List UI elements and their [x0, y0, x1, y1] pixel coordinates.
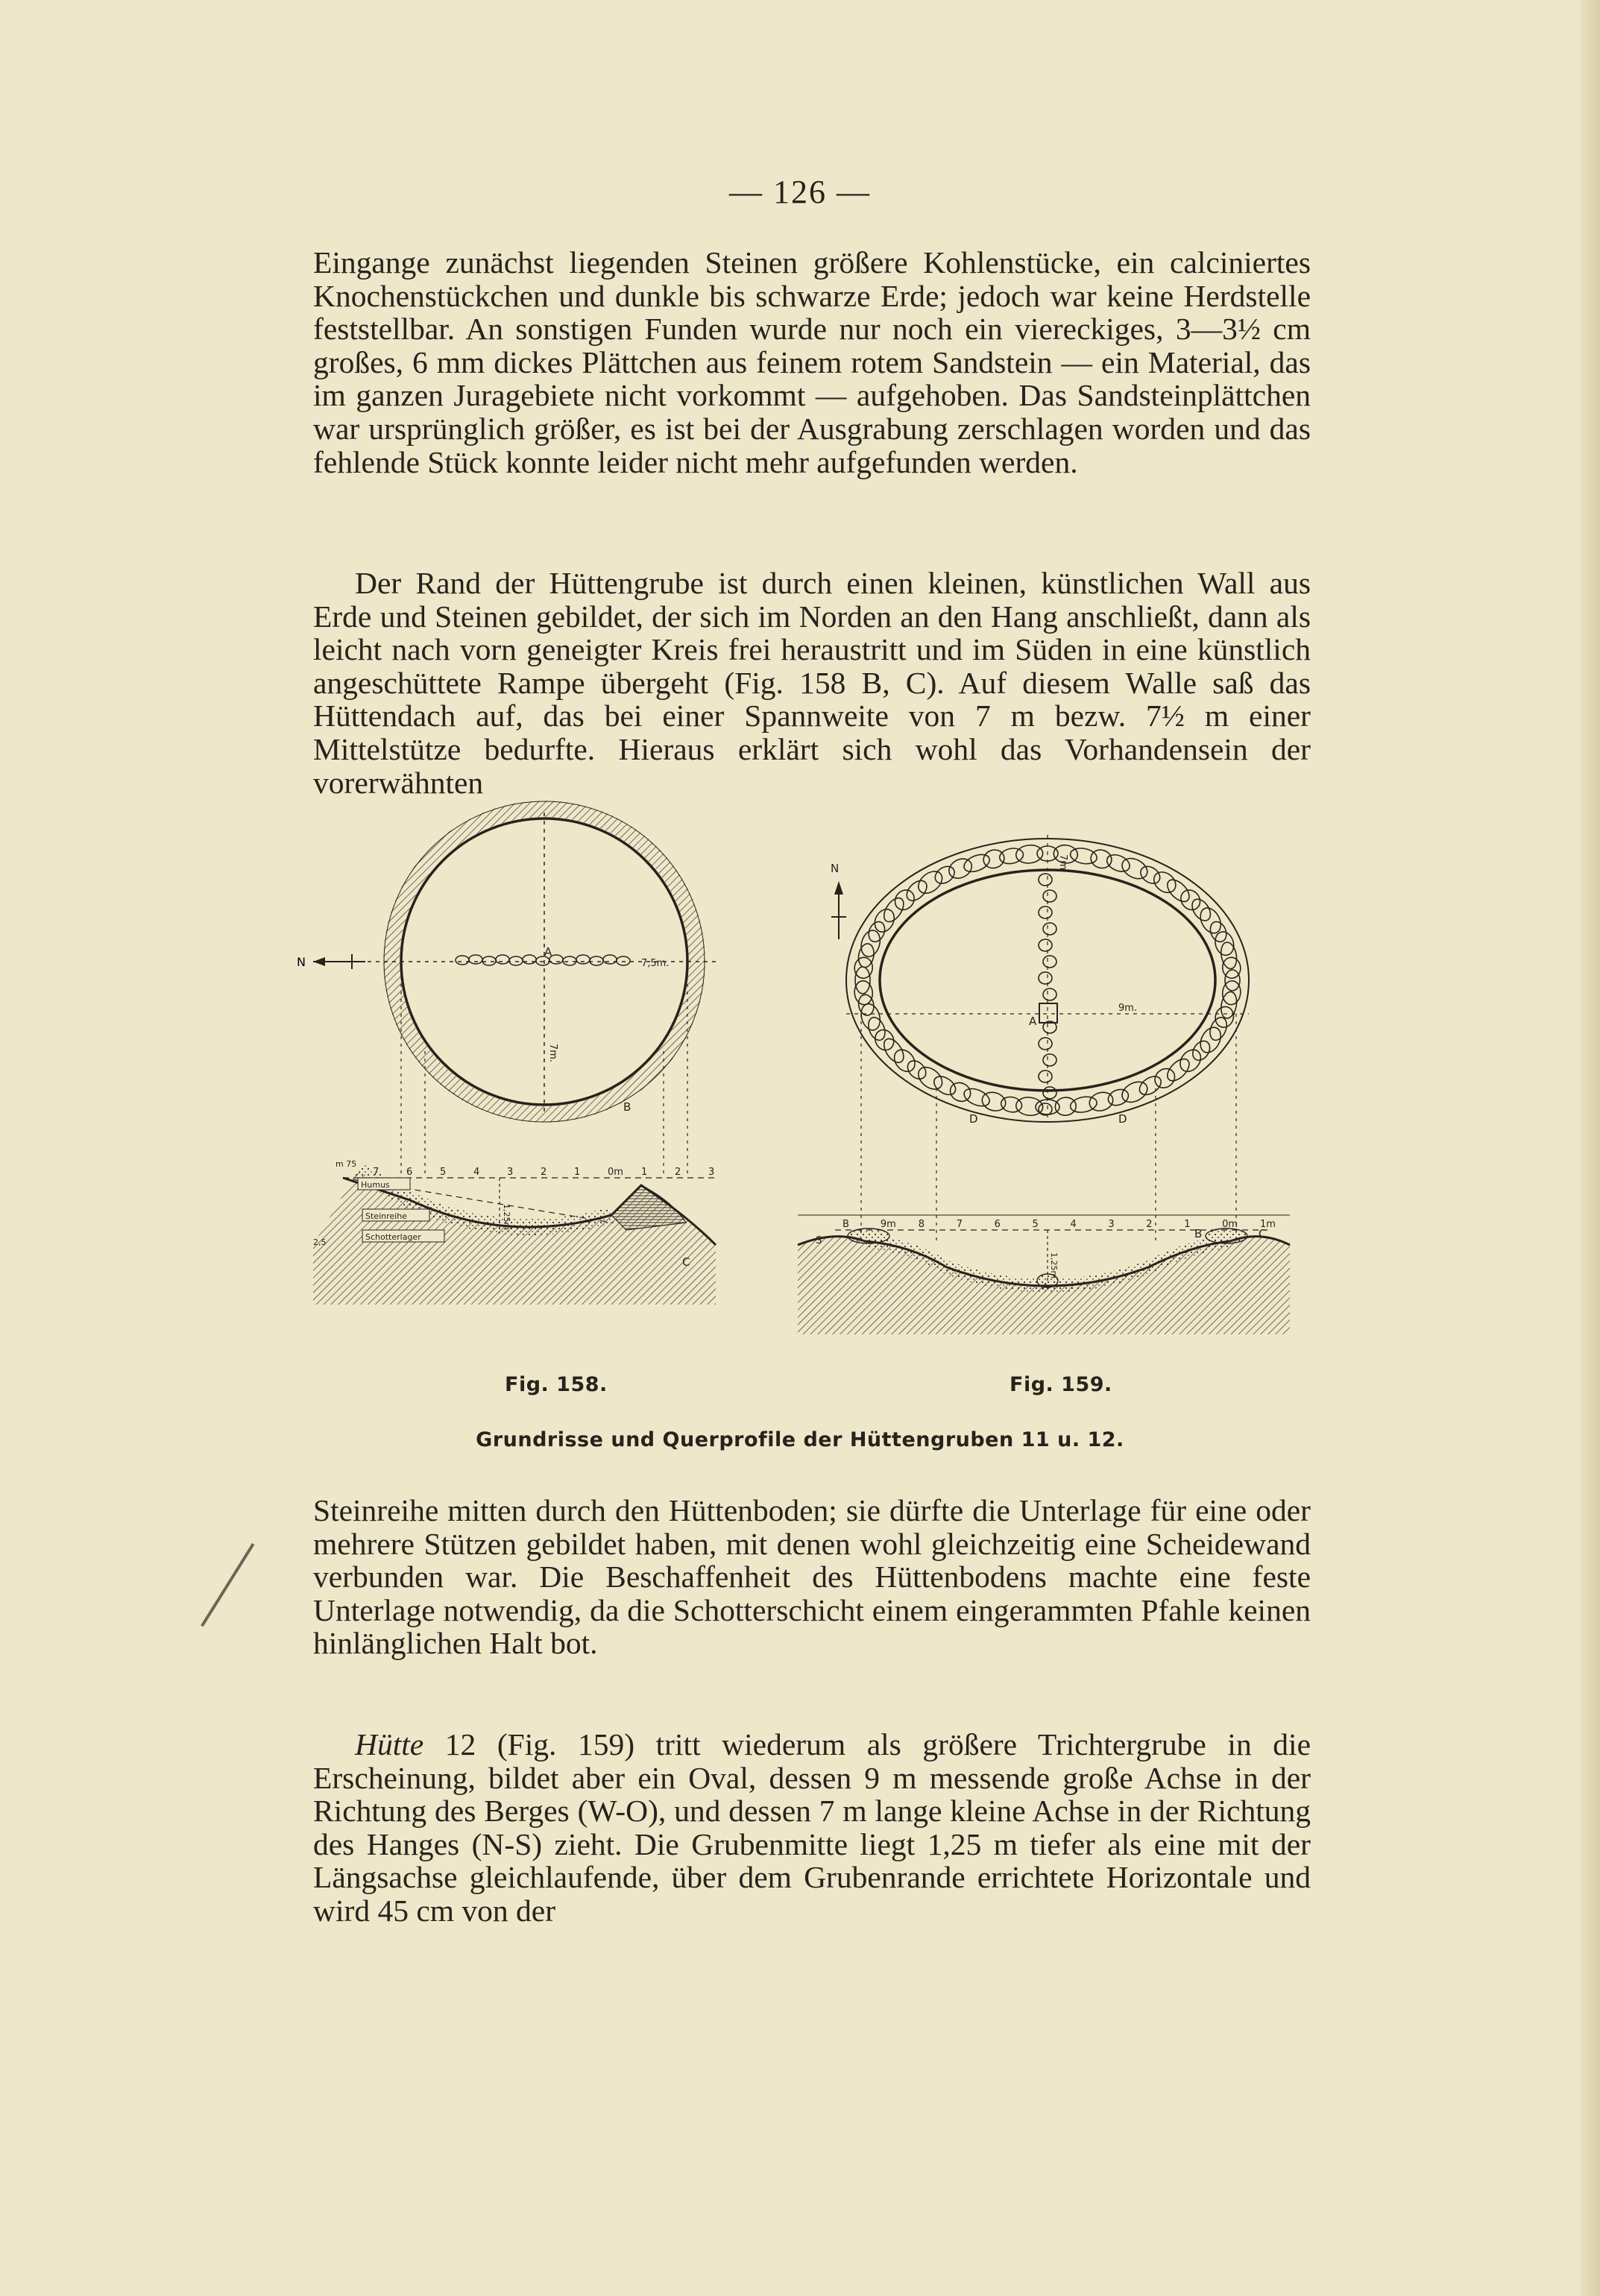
stone: [1039, 972, 1052, 984]
fig158-plan: [297, 801, 716, 1178]
stone: [962, 851, 992, 875]
elev-left-bottom: 2,5: [313, 1237, 327, 1247]
stone: [1043, 923, 1056, 935]
profile-tick-label: 1m: [1260, 1219, 1276, 1230]
stone: [1106, 1087, 1130, 1108]
figure-caption: Grundrisse und Querprofile der Hüttengruben 11 u. 12.: [476, 1428, 1124, 1451]
profile-tick-label: 7: [373, 1167, 379, 1178]
stone: [854, 980, 874, 1006]
profile-tick-label: B: [842, 1219, 849, 1230]
stone: [1043, 890, 1056, 902]
stone: [932, 863, 957, 887]
profile-tick-label: 5: [440, 1167, 447, 1178]
paragraph-text: Der Rand der Hüttengrube ist durch einen kleinen, künstlichen Wall aus Erde und Steinen gebildet, der sich im Norden an den Hang anschließt, dann als leicht nach vorn geneigter Kreis frei heraustritt und im Süden in eine künstlich angeschüttete Rampe übergeht (Fig. 158 B, C). Auf diesem Walle saß das Hüttendach auf, das bei einer Spannweite von 7 m bezw. 7½ m einer Mittelstütze bedurfte. Hieraus erklärt sich wohl das Vorhandensein der vorerwähnten: [313, 566, 1311, 800]
paragraph-body: 12 (Fig. 159) tritt wiederum als größere Trichtergrube in die Erscheinung, bildet aber ein Oval, dessen 9 m messende große Achse in der Richtung des Berges (W-O), und dessen 7 m lange kleine Achse in der Richtung des Hanges (N-S) zieht. Die Grubenmitte liegt 1,25 m tiefer als eine mit der Längsachse gleichlaufende, über dem Grubenrande errichtete Horizontale und wird 45 cm von der: [313, 1727, 1311, 1928]
label-b-right: B: [1194, 1227, 1203, 1240]
stone: [1150, 868, 1179, 897]
label-c-right: C: [1259, 1227, 1267, 1240]
north-label-right: N: [831, 862, 840, 875]
profile-tick-label: 8: [918, 1219, 925, 1230]
stone: [1015, 844, 1044, 865]
italic-lead: Hütte: [355, 1727, 424, 1762]
stone: [854, 956, 874, 979]
profile-tick-label: 1: [1184, 1219, 1191, 1230]
profile-tick-label: 7: [956, 1219, 963, 1230]
stone: [1118, 1078, 1150, 1106]
stone: [1104, 851, 1132, 874]
label-s: S: [816, 1235, 822, 1246]
profile-tick-label: 1: [574, 1167, 581, 1178]
profile-tick-label: 2: [675, 1167, 681, 1178]
stone: [1164, 876, 1194, 906]
north-label-left: N: [297, 955, 306, 969]
depth-right: 1,25m: [1049, 1252, 1059, 1279]
stone: [1176, 1046, 1205, 1076]
stone: [1043, 956, 1056, 968]
stone: [890, 1046, 919, 1076]
stone: [858, 1002, 883, 1032]
elev-left-top: m 75: [336, 1159, 357, 1169]
paragraph-steinreihe: [313, 1494, 1311, 1660]
stone: [858, 928, 883, 959]
label-schotterlager: Schotterlager: [365, 1232, 421, 1242]
stone: [1136, 1073, 1165, 1098]
profile-tick-label: 2: [541, 1167, 547, 1178]
fig159-profile: [798, 1215, 1290, 1334]
dim-7m: 7m.: [547, 1044, 558, 1063]
stone: [1043, 1087, 1056, 1099]
margin-pencil-mark: [201, 1543, 254, 1627]
stone: [930, 1073, 959, 1098]
stone: [947, 1079, 974, 1105]
dim-7m-right: 7m: [1057, 854, 1068, 870]
stone: [1138, 863, 1163, 887]
stone: [945, 855, 975, 882]
stone: [1039, 1070, 1052, 1082]
page-edge: [1581, 0, 1600, 2296]
profile-tick-label: 4: [473, 1167, 480, 1178]
stone: [1221, 980, 1241, 1006]
stone: [1151, 1065, 1179, 1091]
stone: [962, 1085, 992, 1109]
profile-tick-label: 0m: [1222, 1219, 1238, 1230]
fig159-plan: [831, 835, 1249, 1245]
stone: [1039, 939, 1052, 951]
profile-tick-label: 2: [1146, 1219, 1153, 1230]
stone: [1054, 1097, 1077, 1117]
profile-tick-label: 6: [994, 1219, 1001, 1230]
stone: [1043, 1054, 1056, 1066]
paragraph-text: Steinreihe mitten durch den Hüttenboden; sie dürfte die Unterlage für eine oder mehrere Stützen gebildet haben, mit denen wohl gleichzeitig eine Scheidewand verbunden war. Die Beschaffenheit des Hüttenbodens machte eine feste Unterlage notwendig, da die Schotterschicht einem eingerammten Pfahle keinen hinlänglichen Halt bot.: [313, 1493, 1311, 1661]
paragraph-text: Eingange zunächst liegenden Steinen größere Kohlenstücke, ein calciniertes Knochenstückchen und dunkle bis schwarze Erde; jedoch war keine Herdstelle feststellbar. An sonstigen Funden wurde nur noch ein viereckiges, 3—3½ cm großes, 6 mm dickes Plättchen aus feinem rotem Sandstein — ein Material, das im ganzen Juragebiete nicht vorkommt — aufgehoben. Das Sandsteinplättchen war ursprünglich größer, es ist bei der Ausgrabung zerschlagen worden und das fehlende Stück konnte leider nicht mehr aufgefunden werden.: [313, 245, 1311, 479]
stone: [1069, 846, 1098, 866]
label-c-left: C: [682, 1255, 690, 1269]
stone: [1039, 1038, 1052, 1050]
paragraph-text: [313, 1728, 1311, 1928]
profile-tick-label: 6: [406, 1167, 413, 1178]
profile-tick-label: 5: [1032, 1219, 1039, 1230]
stone: [1118, 854, 1150, 883]
figure-158-159: [297, 827, 1312, 1334]
stone: [1039, 906, 1052, 918]
stone: [1039, 1103, 1052, 1115]
page-number: — 126 —: [729, 174, 871, 210]
profile-tick-label: 3: [507, 1167, 514, 1178]
stone: [1189, 1038, 1213, 1063]
paragraph-huette-12: [313, 1728, 1311, 1928]
profile-tick-label: 3: [1108, 1219, 1115, 1230]
profile-tick-label: 1: [641, 1167, 648, 1178]
fig-158-label: Fig. 158.: [505, 1373, 608, 1396]
stone: [903, 877, 930, 904]
profile-tick-label: 3: [708, 1167, 715, 1178]
label-a-left: A: [544, 945, 552, 959]
profile-tick-label: 9m: [880, 1219, 896, 1230]
profile-tick-label: 0m: [608, 1167, 623, 1178]
stone: [1221, 956, 1241, 979]
paragraph-continuation: [313, 246, 1311, 479]
label-a-profile: A: [1042, 1281, 1049, 1292]
fig-159-label: Fig. 159.: [1010, 1373, 1112, 1396]
figure-drawing: [297, 827, 1312, 1334]
stone: [1043, 988, 1056, 1000]
dim-9m: 9m.: [1118, 1003, 1138, 1014]
stone: [1219, 941, 1239, 970]
stone: [1164, 1055, 1194, 1085]
label-b-left: B: [623, 1100, 632, 1114]
label-humus: Humus: [361, 1180, 390, 1190]
label-a-right: A: [1029, 1015, 1037, 1028]
dim-7-5m: 7,5m.: [641, 958, 670, 969]
label-d-left: D: [969, 1112, 978, 1126]
label-d-right: D: [1118, 1112, 1127, 1126]
stone: [1039, 874, 1052, 886]
paragraph-rand: [313, 567, 1311, 799]
depth-left: 1,25m: [502, 1204, 511, 1231]
stone: [904, 1057, 930, 1082]
label-steinreihe: Steinreihe: [365, 1211, 407, 1221]
profile-tick-label: 4: [1070, 1219, 1077, 1230]
